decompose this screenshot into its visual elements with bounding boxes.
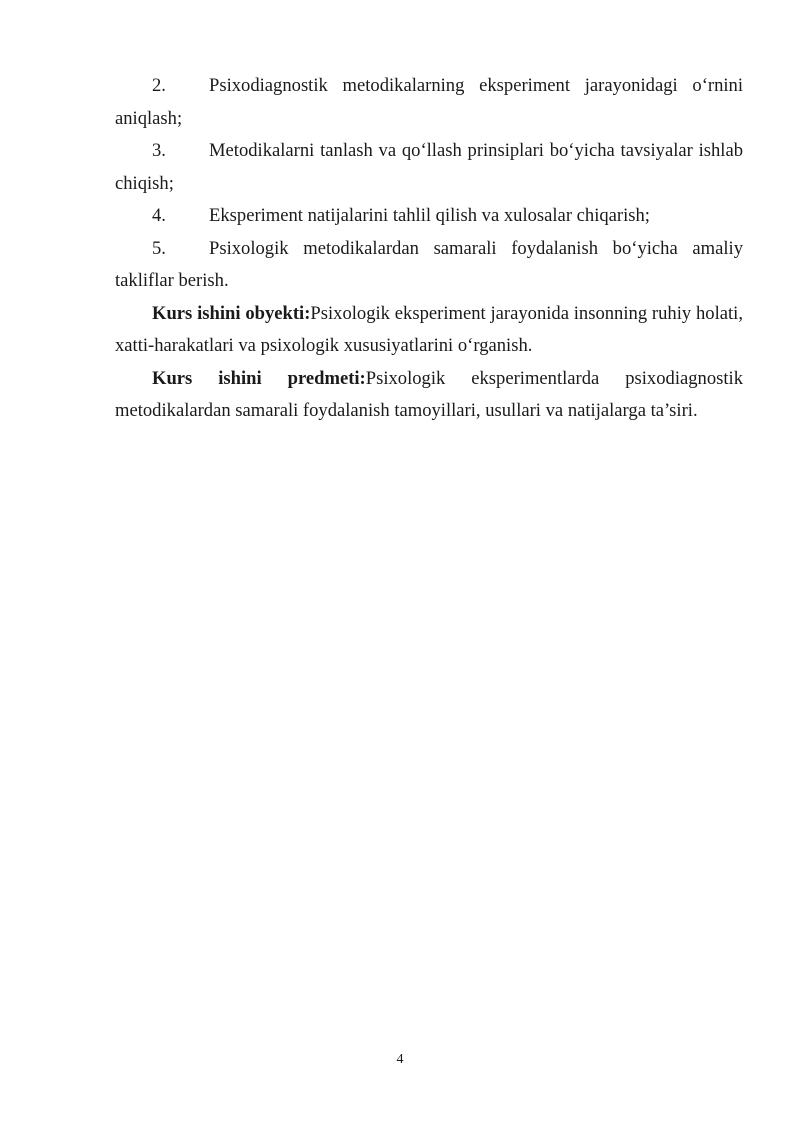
object-text: Psixologik eksperiment jarayonida insonning ruhiy holati, xatti-harakatlari va psixologik xususiyatlarini o‘rganish. — [115, 302, 743, 356]
document-page — [115, 70, 743, 428]
list-item — [115, 200, 743, 233]
object-label: Kurs ishini obyekti: — [152, 302, 311, 324]
subject-text: Psixologik eksperimentlarda psixodiagnostik metodikalardan samarali foydalanish tamoyillari, usullari va natijalarga ta’siri. — [115, 367, 743, 421]
page-number: 4 — [396, 1052, 404, 1067]
list-item-number: 3. — [152, 140, 166, 161]
list-item-number: 5. — [152, 237, 166, 259]
list-item-text: Psixologik metodikalardan samarali foydalanish bo‘yicha amaliy takliflar berish. — [115, 237, 743, 291]
list-item-number: 4. — [152, 205, 166, 226]
list-item-text: Eksperiment natijalarini tahlil qilish va xulosalar chiqarish; — [209, 205, 650, 226]
subject-paragraph — [115, 363, 743, 428]
object-paragraph — [115, 298, 743, 363]
list-item — [115, 135, 743, 200]
list-item-number: 2. — [152, 75, 166, 96]
list-item-text: Metodikalarni tanlash va qo‘llash prinsiplari bo‘yicha tavsiyalar ishlab chiqish; — [115, 140, 743, 194]
list-item — [115, 70, 743, 135]
list-item — [115, 233, 743, 298]
subject-label: Kurs ishini predmeti: — [152, 367, 366, 389]
list-item-text: Psixodiagnostik metodikalarning eksperiment jarayonidagi o‘rnini aniqlash; — [115, 75, 743, 129]
